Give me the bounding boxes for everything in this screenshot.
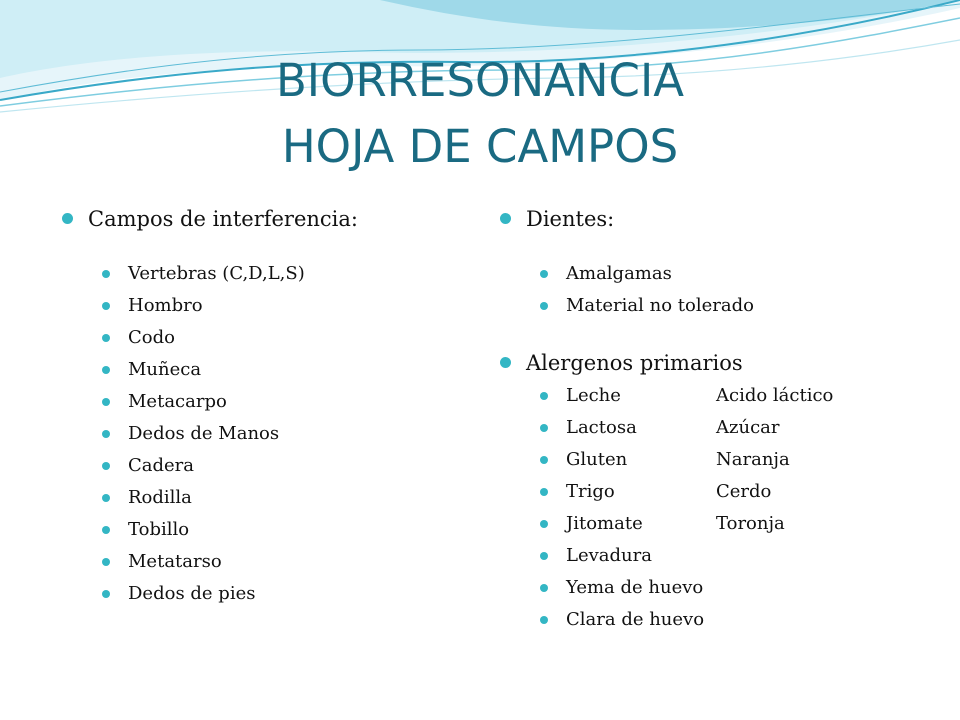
left-column	[62, 196, 462, 610]
list-item: Rodilla	[102, 482, 462, 514]
list-item: Yema de huevo	[540, 572, 940, 604]
alergenos-list	[500, 380, 940, 636]
list-item: Levadura	[540, 540, 940, 572]
list-item	[540, 412, 940, 444]
list-item: Hombro	[102, 290, 462, 322]
title-line-2: HOJA DE CAMPOS	[281, 120, 679, 173]
alergeno-b: Cerdo	[716, 481, 772, 502]
campos-list	[62, 258, 462, 610]
alergeno-b: Naranja	[716, 449, 790, 470]
alergeno-b: Acido láctico	[716, 385, 834, 406]
alergeno-b: Azúcar	[716, 417, 780, 438]
list-item	[540, 380, 940, 412]
alergeno-a: Gluten	[566, 449, 628, 470]
list-item: Metacarpo	[102, 386, 462, 418]
title-line-1: BIORRESONANCIA	[275, 54, 685, 107]
list-item: Codo	[102, 322, 462, 354]
alergeno-a: Jitomate	[566, 513, 643, 534]
list-item: Clara de huevo	[540, 604, 940, 636]
alergeno-a: Lactosa	[566, 417, 637, 438]
dientes-list	[500, 258, 940, 322]
alergeno-a: Leche	[566, 385, 621, 406]
list-item: Amalgamas	[540, 258, 940, 290]
list-item: Dedos de Manos	[102, 418, 462, 450]
alergeno-a: Trigo	[566, 481, 615, 502]
list-item: Tobillo	[102, 514, 462, 546]
list-item	[540, 444, 940, 476]
list-item: Muñeca	[102, 354, 462, 386]
list-item	[540, 508, 940, 540]
heading-alergenos-primarios: Alergenos primarios	[500, 340, 940, 386]
list-item: Metatarso	[102, 546, 462, 578]
heading-campos-interferencia: Campos de interferencia:	[62, 196, 462, 242]
list-item	[540, 476, 940, 508]
slide-title	[0, 48, 960, 180]
list-item: Material no tolerado	[540, 290, 940, 322]
list-item: Dedos de pies	[102, 578, 462, 610]
list-item: Vertebras (C,D,L,S)	[102, 258, 462, 290]
list-item: Cadera	[102, 450, 462, 482]
heading-dientes: Dientes:	[500, 196, 940, 242]
right-column	[500, 196, 940, 636]
alergeno-b: Toronja	[716, 513, 785, 534]
